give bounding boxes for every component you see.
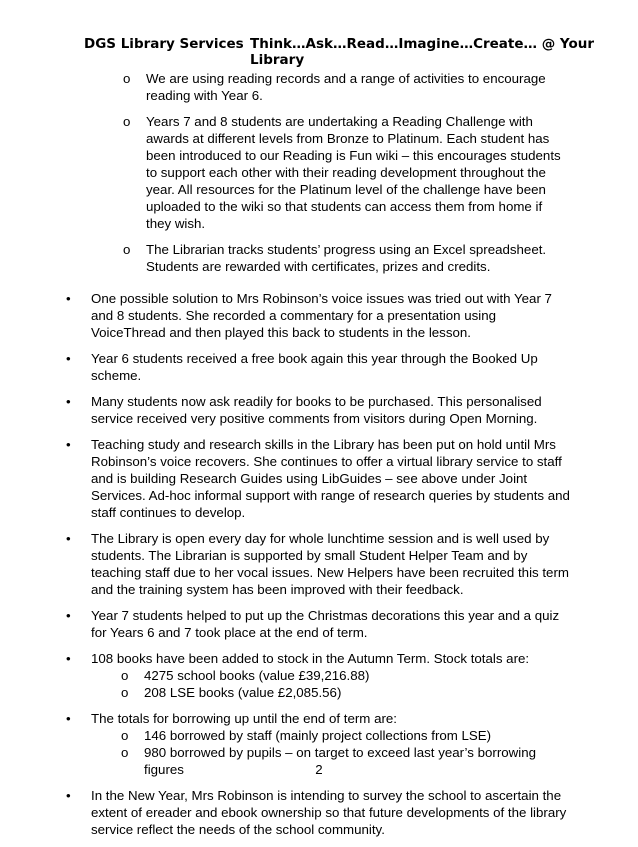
nested-sub-item: [121, 727, 571, 744]
sub-item: [123, 113, 566, 232]
bullet-marker: •: [66, 437, 71, 452]
bullet-item: [66, 350, 571, 384]
bullet-text: 108 books have been added to stock in the Autumn Term. Stock totals are:: [91, 651, 530, 666]
bullet-marker: •: [66, 788, 71, 803]
bullet-item: [66, 393, 571, 427]
bullet-text: The totals for borrowing up until the end of term are:: [91, 711, 397, 726]
page-number: 2: [315, 762, 323, 777]
bullet-text: Many students now ask readily for books to be purchased. This personalised service received very positive comments from visitors during Open Morning.: [91, 394, 542, 426]
bullet-marker: •: [66, 394, 71, 409]
bullet-text: Teaching study and research skills in the Library has been put on hold until Mrs Robinson’s voice recovers. She continues to offer a virtual library service to staff and is building Research Guides using LibGuides – see above under Joint Services. Ad-hoc informal support with range of research queries by students and staff continues to develop.: [91, 437, 570, 520]
page-header: [0, 36, 638, 68]
nested-sub-item: [121, 667, 571, 684]
bullet-item: [66, 650, 571, 701]
sub-bullet-marker: o: [123, 242, 131, 257]
nested-sub-item-text: 208 LSE books (value £2,085.56): [144, 685, 342, 700]
document-body: [0, 70, 638, 847]
bullet-text: The Library is open every day for whole lunchtime session and is well used by students. The Librarian is supported by small Student Helper Team and by teaching staff due to her vocal issues. New Helpers have been recruited this term and the training system has been improved with their feedback.: [91, 531, 569, 597]
bullet-marker: •: [66, 651, 71, 666]
sub-item: [123, 241, 566, 275]
nested-sub-item: [121, 684, 571, 701]
nested-sub-item-text: 980 borrowed by pupils – on target to exceed last year’s borrowing figures: [144, 745, 536, 777]
bullet-text: In the New Year, Mrs Robinson is intending to survey the school to ascertain the extent of ereader and ebook ownership so that future developments of the library service reflect the needs of the school community.: [91, 788, 567, 837]
bullet-item: [66, 290, 571, 341]
sub-bullet-marker: o: [123, 71, 131, 86]
bullet-marker: •: [66, 351, 71, 366]
nested-sub-item-text: 4275 school books (value £39,216.88): [144, 668, 370, 683]
sub-bullet-marker: o: [123, 114, 131, 129]
sub-item: [123, 70, 566, 104]
bullet-item: [66, 607, 571, 641]
bullet-item: [66, 436, 571, 521]
bullet-item: [66, 787, 571, 838]
bullet-marker: •: [66, 608, 71, 623]
header-left: DGS Library Services: [84, 36, 244, 52]
bullet-marker: •: [66, 291, 71, 306]
nested-sub-item-text: 146 borrowed by staff (mainly project collections from LSE): [144, 728, 492, 743]
bullet-text: Year 6 students received a free book again this year through the Booked Up scheme.: [91, 351, 538, 383]
sub-bullet-marker: o: [121, 745, 129, 760]
sub-bullet-marker: o: [121, 685, 129, 700]
sub-item-text: The Librarian tracks students’ progress using an Excel spreadsheet. Students are rewarded with certificates, prizes and credits.: [146, 242, 547, 274]
bullet-marker: •: [66, 711, 71, 726]
top-subitems: [0, 70, 638, 275]
sub-bullet-marker: o: [121, 728, 129, 743]
bullet-marker: •: [66, 531, 71, 546]
sub-item-text: Years 7 and 8 students are undertaking a Reading Challenge with awards at different levels from Bronze to Platinum. Each student has been introduced to our Reading is Fun wiki – this encourages students to support each other with their reading development throughout the year. All resources for the Platinum level of the challenge have been uploaded to the wiki so that students can access them from home if they wish.: [146, 114, 561, 231]
header-right: Think…Ask…Read…Imagine…Create… @ Your Library: [250, 36, 594, 68]
sub-item-text: We are using reading records and a range of activities to encourage reading with Year 6.: [146, 71, 546, 103]
bullet-item: [66, 530, 571, 598]
sub-bullet-marker: o: [121, 668, 129, 683]
bullet-text: Year 7 students helped to put up the Christmas decorations this year and a quiz for Years 6 and 7 took place at the end of term.: [91, 608, 560, 640]
bullet-text: One possible solution to Mrs Robinson’s voice issues was tried out with Year 7 and 8 students. She recorded a commentary for a presentation using VoiceThread and then played this back to students in the lesson.: [91, 291, 552, 340]
